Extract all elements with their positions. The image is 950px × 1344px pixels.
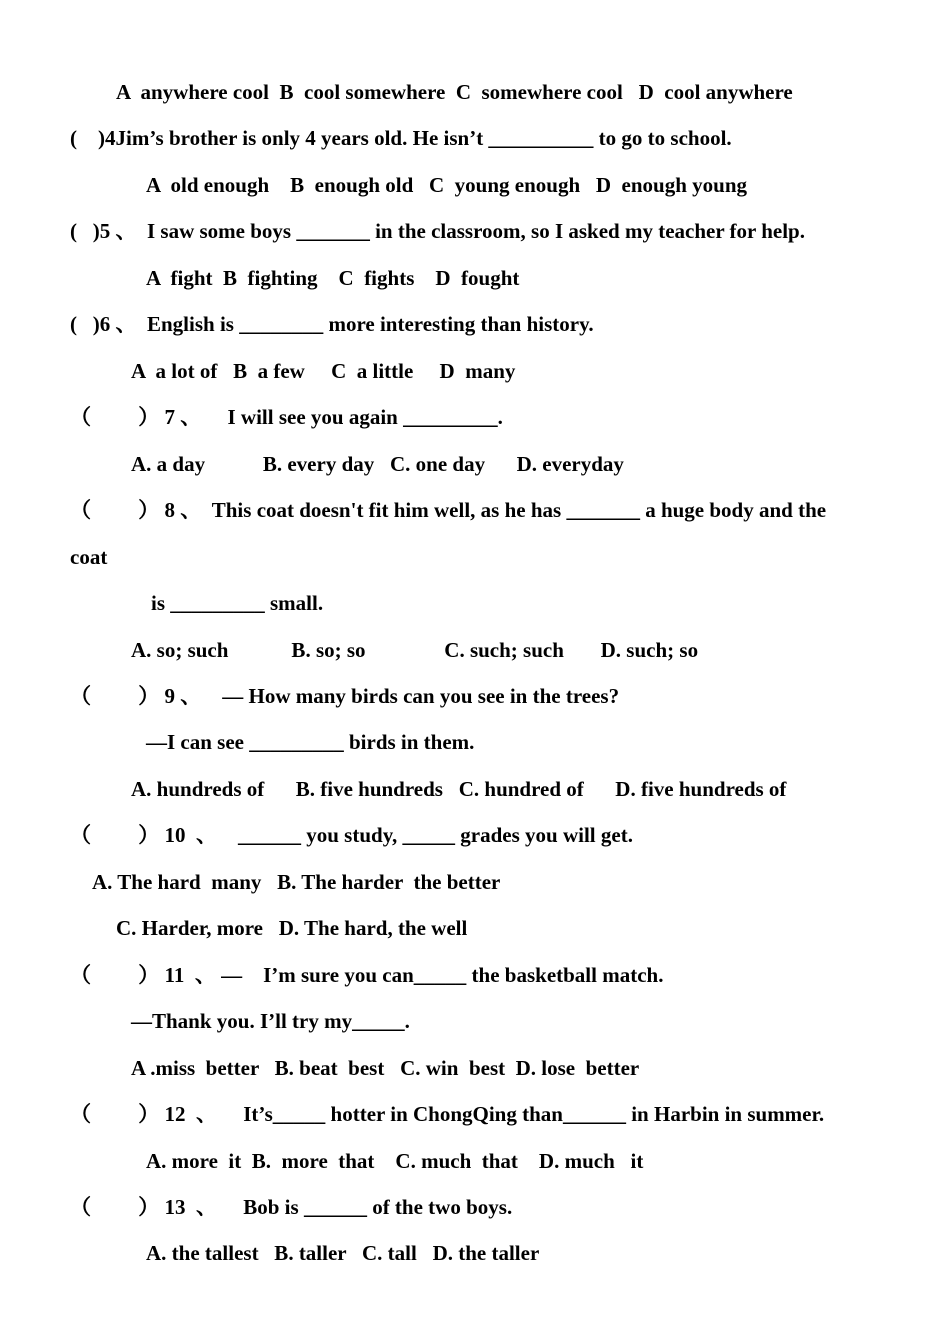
q13-options: A. the tallest B. taller C. tall D. the taller xyxy=(146,1241,540,1265)
question-9: （ ） 9 、 — How many birds can you see in the trees? xyxy=(70,684,620,708)
q10-options-a-b: A. The hard many B. The harder the better xyxy=(92,870,501,894)
q10-options-c-d: C. Harder, more D. The hard, the well xyxy=(116,916,468,940)
question-8-wrap: coat xyxy=(70,545,108,569)
question-8-cont: is _________ small. xyxy=(151,591,324,615)
q5-options: A fight B fighting C fights D fought xyxy=(146,266,520,290)
question-13: （ ） 13 、 Bob is ______ of the two boys. xyxy=(70,1195,513,1219)
q11-options: A .miss better B. beat best C. win best D. lose better xyxy=(131,1056,640,1080)
q4-options: A old enough B enough old C young enough D enough young xyxy=(146,173,748,197)
question-6: ( )6 、 English is ________ more interesting than history. xyxy=(70,312,594,336)
question-11: （ ） 11 、 — I’m sure you can_____ the basketball match. xyxy=(70,963,664,987)
question-10: （ ） 10 、 ______ you study, _____ grades you will get. xyxy=(70,823,633,847)
question-4: ( )4Jim’s brother is only 4 years old. He isn’t __________ to go to school. xyxy=(70,126,732,150)
question-9-answer: —I can see _________ birds in them. xyxy=(146,730,475,754)
q12-options: A. more it B. more that C. much that D. much it xyxy=(146,1149,644,1173)
question-5: ( )5 、 I saw some boys _______ in the classroom, so I asked my teacher for help. xyxy=(70,219,805,243)
question-12: （ ） 12 、 It’s_____ hotter in ChongQing than______ in Harbin in summer. xyxy=(70,1102,825,1126)
question-8: （ ） 8 、 This coat doesn't fit him well, as he has _______ a huge body and the xyxy=(70,498,827,522)
q3-options: A anywhere cool B cool somewhere C somewhere cool D cool anywhere xyxy=(116,80,793,104)
q8-options: A. so; such B. so; so C. such; such D. such; so xyxy=(131,638,699,662)
q6-options: A a lot of B a few C a little D many xyxy=(131,359,516,383)
question-11-reply: —Thank you. I’ll try my_____. xyxy=(131,1009,410,1033)
q9-options: A. hundreds of B. five hundreds C. hundred of D. five hundreds of xyxy=(131,777,787,801)
question-7: （ ） 7 、 I will see you again _________. xyxy=(70,405,503,429)
q7-options: A. a day B. every day C. one day D. everyday xyxy=(131,452,624,476)
